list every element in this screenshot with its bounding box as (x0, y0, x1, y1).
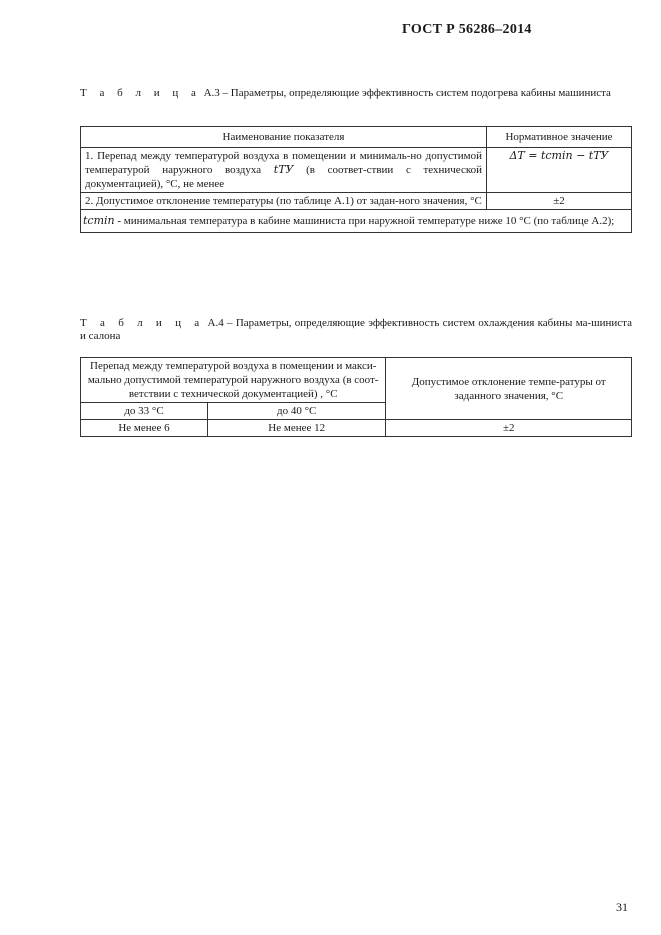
row1-variable: tТУ (273, 163, 294, 176)
table-a3-note (81, 210, 632, 233)
table-a3-note-row (81, 210, 632, 233)
table-a4-caption (80, 317, 632, 343)
page-number: 31 (616, 900, 628, 914)
table-a3-caption-text: – Параметры, определяющие эффективность систем подогрева кабины машиниста (219, 87, 611, 99)
table-a3-col2-header: Нормативное значение (487, 127, 632, 148)
table-a3-row1-label (81, 148, 487, 193)
table-a4 (80, 357, 632, 437)
table-a4-head-left: Перепад между температурой воздуха в помещении и макси-мально допустимой температурой наружного воздуха (в соот-ветствии с технической документацией) , °С (81, 358, 386, 403)
table-a4-val-c: ±2 (386, 420, 632, 437)
table-a4-head-right: Допустимое отклонение темпе-ратуры от заданного значения, °С (386, 358, 632, 420)
table-row (81, 148, 632, 193)
row1-formula: ΔТ = tcmin − tТУ (509, 149, 609, 162)
table-a3-row1-value (487, 148, 632, 193)
table-a4-val-a: Не менее 6 (81, 420, 208, 437)
table-a3-row2-value: ±2 (487, 193, 632, 210)
table-row (81, 193, 632, 210)
table-a4-sub-b: до 40 °С (208, 403, 386, 420)
table-a3-header-row (81, 127, 632, 148)
row1-text-b: (в соответ-ствии с технической документацией), °С, не менее (85, 164, 483, 190)
table-a3-col1-header: Наименование показателя (81, 127, 487, 148)
table-a4-caption-text: – Параметры, определяющие эффективность систем охлаждения кабины ма-шиниста и салона (80, 317, 633, 342)
row1-text-a: 1. Перепад между температурой воздуха в помещении и минималь-но допустимой температурой наружного воздуха (85, 150, 482, 176)
table-a3 (80, 126, 632, 233)
table-a3-caption-num: А.3 (203, 87, 220, 99)
table-a4-caption-label: Т а б л и ц а (80, 317, 205, 329)
table-a3-caption (80, 87, 632, 100)
table-a4-header-row (81, 358, 632, 403)
table-row (81, 420, 632, 437)
table-a4-caption-num: А.4 (207, 317, 224, 329)
table-a4-sub-a: до 33 °С (81, 403, 208, 420)
table-a4-val-b: Не менее 12 (208, 420, 386, 437)
table-a3-caption-label: Т а б л и ц а (80, 87, 201, 99)
table-a3-row2-label: 2. Допустимое отклонение температуры (по таблице А.1) от задан-ного значения, °С (81, 193, 487, 210)
note-variable: tcmin (83, 214, 115, 227)
document-id: ГОСТ Р 56286–2014 (402, 22, 532, 37)
note-text: - минимальная температура в кабине машиниста при наружной температуре ниже 10 °С (по таблице А.2); (117, 215, 615, 227)
